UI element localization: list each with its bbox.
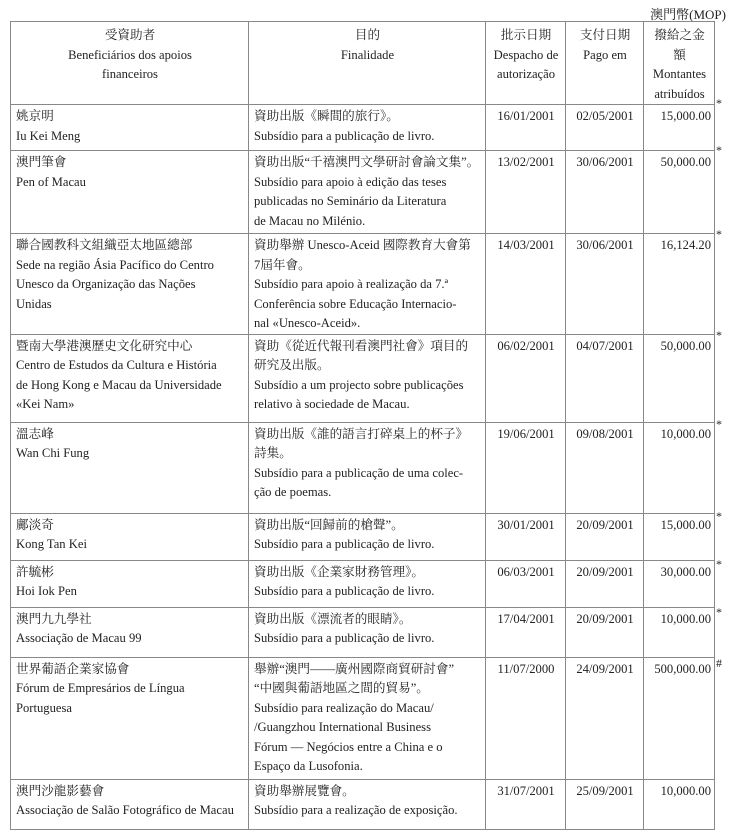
cell-dispatch: 30/01/2001 — [486, 513, 566, 560]
cell-beneficiary: 聯合國教科文組織亞太地區總部 Sede na região Ásia Pacífico do Centro Unesco da Organização das Nações Unidas — [11, 234, 249, 335]
footnote-marker: * — [716, 509, 722, 523]
cell-purpose: 資助出版《誰的語言打碎桌上的杯子》 詩集。 Subsídio para a publicação de uma colec- ção de poemas. — [249, 422, 486, 513]
header-purpose: 目的 Finalidade — [249, 22, 486, 105]
table-row — [11, 334, 715, 422]
table-row — [11, 607, 715, 657]
table-row — [11, 657, 715, 779]
header-beneficiary: 受資助者 Beneficiários dos apoios financeiros — [11, 22, 249, 105]
cell-amount: 15,000.00 — [644, 105, 715, 151]
cell-purpose: 資助《從近代報刊看澳門社會》項目的 研究及出版。 Subsídio a um projecto sobre publicações relativo à sociedade de Macau. — [249, 334, 486, 422]
footnote-marker: # — [716, 656, 722, 670]
cell-paid: 20/09/2001 — [566, 607, 644, 657]
header-row — [11, 22, 715, 105]
cell-paid: 30/06/2001 — [566, 151, 644, 234]
cell-purpose: 資助出版“回歸前的槍聲”。 Subsídio para a publicação de livro. — [249, 513, 486, 560]
grants-table — [10, 21, 715, 830]
cell-paid: 20/09/2001 — [566, 513, 644, 560]
cell-dispatch: 14/03/2001 — [486, 234, 566, 335]
table-row — [11, 234, 715, 335]
cell-beneficiary: 澳門沙龍影藝會 Associação de Salão Fotográfico de Macau — [11, 779, 249, 829]
cell-beneficiary: 許毓彬 Hoi Iok Pen — [11, 560, 249, 607]
cell-beneficiary: 世界葡語企業家協會 Fórum de Empresários de Língua Portuguesa — [11, 657, 249, 779]
cell-purpose: 資助出版《漂流者的眼睛》。 Subsídio para a publicação de livro. — [249, 607, 486, 657]
cell-beneficiary: 鄺淡奇 Kong Tan Kei — [11, 513, 249, 560]
table-row — [11, 513, 715, 560]
table-row — [11, 105, 715, 151]
cell-beneficiary: 澳門九九學社 Associação de Macau 99 — [11, 607, 249, 657]
cell-beneficiary: 澳門筆會 Pen of Macau — [11, 151, 249, 234]
cell-beneficiary: 暨南大學港澳歷史文化研究中心 Centro de Estudos da Cultura e História de Hong Kong e Macau da Universidade «Kei Nam» — [11, 334, 249, 422]
table-row — [11, 151, 715, 234]
footnote-marker: * — [716, 143, 722, 157]
cell-purpose: 資助出版“千禧澳門文學研討會論文集”。 Subsídio para apoio à edição das teses publicadas no Seminário da Literatura de Macau no Milénio. — [249, 151, 486, 234]
cell-dispatch: 17/04/2001 — [486, 607, 566, 657]
cell-purpose: 資助出版《企業家財務管理》。 Subsídio para a publicação de livro. — [249, 560, 486, 607]
cell-amount: 500,000.00 — [644, 657, 715, 779]
cell-paid: 02/05/2001 — [566, 105, 644, 151]
table-row — [11, 779, 715, 829]
footnote-marker: * — [716, 557, 722, 571]
footnote-marker: * — [716, 96, 722, 110]
cell-amount: 10,000.00 — [644, 607, 715, 657]
cell-purpose: 資助舉辦展覽會。 Subsídio para a realização de exposição. — [249, 779, 486, 829]
table-row — [11, 560, 715, 607]
cell-paid: 30/06/2001 — [566, 234, 644, 335]
cell-purpose: 舉辦“澳門——廣州國際商貿研討會” “中國與葡語地區之間的貿易”。 Subsídio para realização do Macau/ /Guangzhou International Business Fórum — Negócios entre a China e o Espaço da Lusofonia. — [249, 657, 486, 779]
cell-paid: 09/08/2001 — [566, 422, 644, 513]
cell-dispatch: 06/02/2001 — [486, 334, 566, 422]
cell-dispatch: 06/03/2001 — [486, 560, 566, 607]
cell-beneficiary: 姚京明 Iu Kei Meng — [11, 105, 249, 151]
cell-amount: 15,000.00 — [644, 513, 715, 560]
header-amount: 撥給之金額 Montantes atribuídos — [644, 22, 715, 105]
header-payment-date: 支付日期 Pago em — [566, 22, 644, 105]
footnote-marker: * — [716, 328, 722, 342]
cell-dispatch: 19/06/2001 — [486, 422, 566, 513]
cell-dispatch: 11/07/2000 — [486, 657, 566, 779]
cell-beneficiary: 溫志峰 Wan Chi Fung — [11, 422, 249, 513]
cell-amount: 50,000.00 — [644, 334, 715, 422]
footnote-marker: * — [716, 605, 722, 619]
table-row — [11, 422, 715, 513]
cell-amount: 10,000.00 — [644, 779, 715, 829]
cell-amount: 10,000.00 — [644, 422, 715, 513]
header-dispatch-date: 批示日期 Despacho de autorização — [486, 22, 566, 105]
cell-paid: 24/09/2001 — [566, 657, 644, 779]
cell-amount: 50,000.00 — [644, 151, 715, 234]
currency-label: 澳門幣(MOP) — [650, 7, 726, 22]
cell-amount: 16,124.20 — [644, 234, 715, 335]
cell-amount: 30,000.00 — [644, 560, 715, 607]
cell-paid: 25/09/2001 — [566, 779, 644, 829]
cell-purpose: 資助舉辦 Unesco-Aceid 國際教育大會第 7屆年會。 Subsídio para apoio à realização da 7.ª Conferência sobre Educação Internacio- nal «Unesco-Aceid». — [249, 234, 486, 335]
cell-paid: 20/09/2001 — [566, 560, 644, 607]
cell-paid: 04/07/2001 — [566, 334, 644, 422]
cell-dispatch: 16/01/2001 — [486, 105, 566, 151]
cell-dispatch: 31/07/2001 — [486, 779, 566, 829]
footnote-marker: * — [716, 417, 722, 431]
cell-dispatch: 13/02/2001 — [486, 151, 566, 234]
footnote-marker: * — [716, 227, 722, 241]
cell-purpose: 資助出版《瞬間的旅行》。 Subsídio para a publicação de livro. — [249, 105, 486, 151]
